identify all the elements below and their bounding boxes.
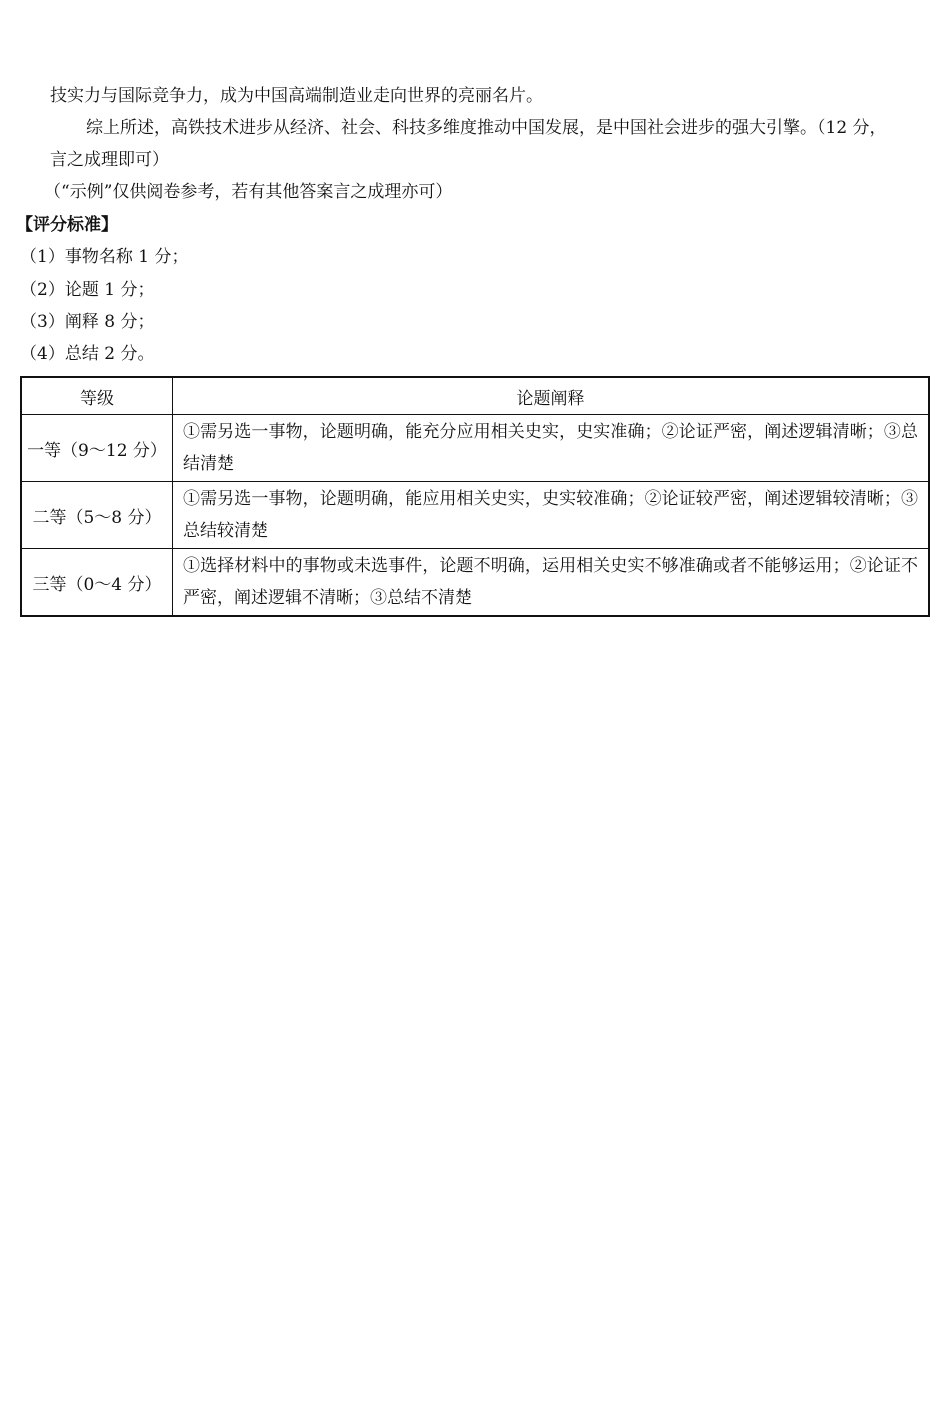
scoring-item: （4）总结 2 分。 — [20, 344, 155, 364]
description-cell: ①需另选一事物，论题明确，能应用相关史实，史实较准确；②论证较严密，阐述逻辑较清晰；③总结较清楚 — [173, 482, 930, 549]
table-row — [21, 415, 929, 482]
summary-paragraph-line-2: 言之成理即可） — [50, 150, 169, 170]
header-level: 等级 — [21, 377, 173, 415]
scoring-item: （2）论题 1 分； — [20, 280, 155, 300]
scoring-item: （3）阐释 8 分； — [20, 312, 155, 332]
level-cell: 一等（9～12 分） — [21, 415, 173, 482]
description-cell: ①选择材料中的事物或未选事件，论题不明确，运用相关史实不够准确或者不能够运用；②论证不严密，阐述逻辑不清晰；③总结不清楚 — [173, 549, 930, 617]
paragraph-line-1: 技实力与国际竞争力，成为中国高端制造业走向世界的亮丽名片。 — [50, 86, 543, 106]
level-cell: 二等（5～8 分） — [21, 482, 173, 549]
table-row — [21, 482, 929, 549]
header-description: 论题阐释 — [173, 377, 930, 415]
level-cell: 三等（0～4 分） — [21, 549, 173, 617]
table-row — [21, 549, 929, 617]
grading-table — [20, 376, 930, 617]
table-header-row — [21, 377, 929, 415]
example-note: （“示例”仅供阅卷参考，若有其他答案言之成理亦可） — [44, 182, 453, 202]
scoring-item: （1）事物名称 1 分； — [20, 247, 189, 267]
scoring-heading: 【评分标准】 — [16, 215, 118, 235]
description-cell: ①需另选一事物，论题明确，能充分应用相关史实，史实准确；②论证严密，阐述逻辑清晰；③总结清楚 — [173, 415, 930, 482]
summary-paragraph-line-1: 综上所述，高铁技术进步从经济、社会、科技多维度推动中国发展，是中国社会进步的强大引擎。（12 分， — [86, 118, 887, 138]
